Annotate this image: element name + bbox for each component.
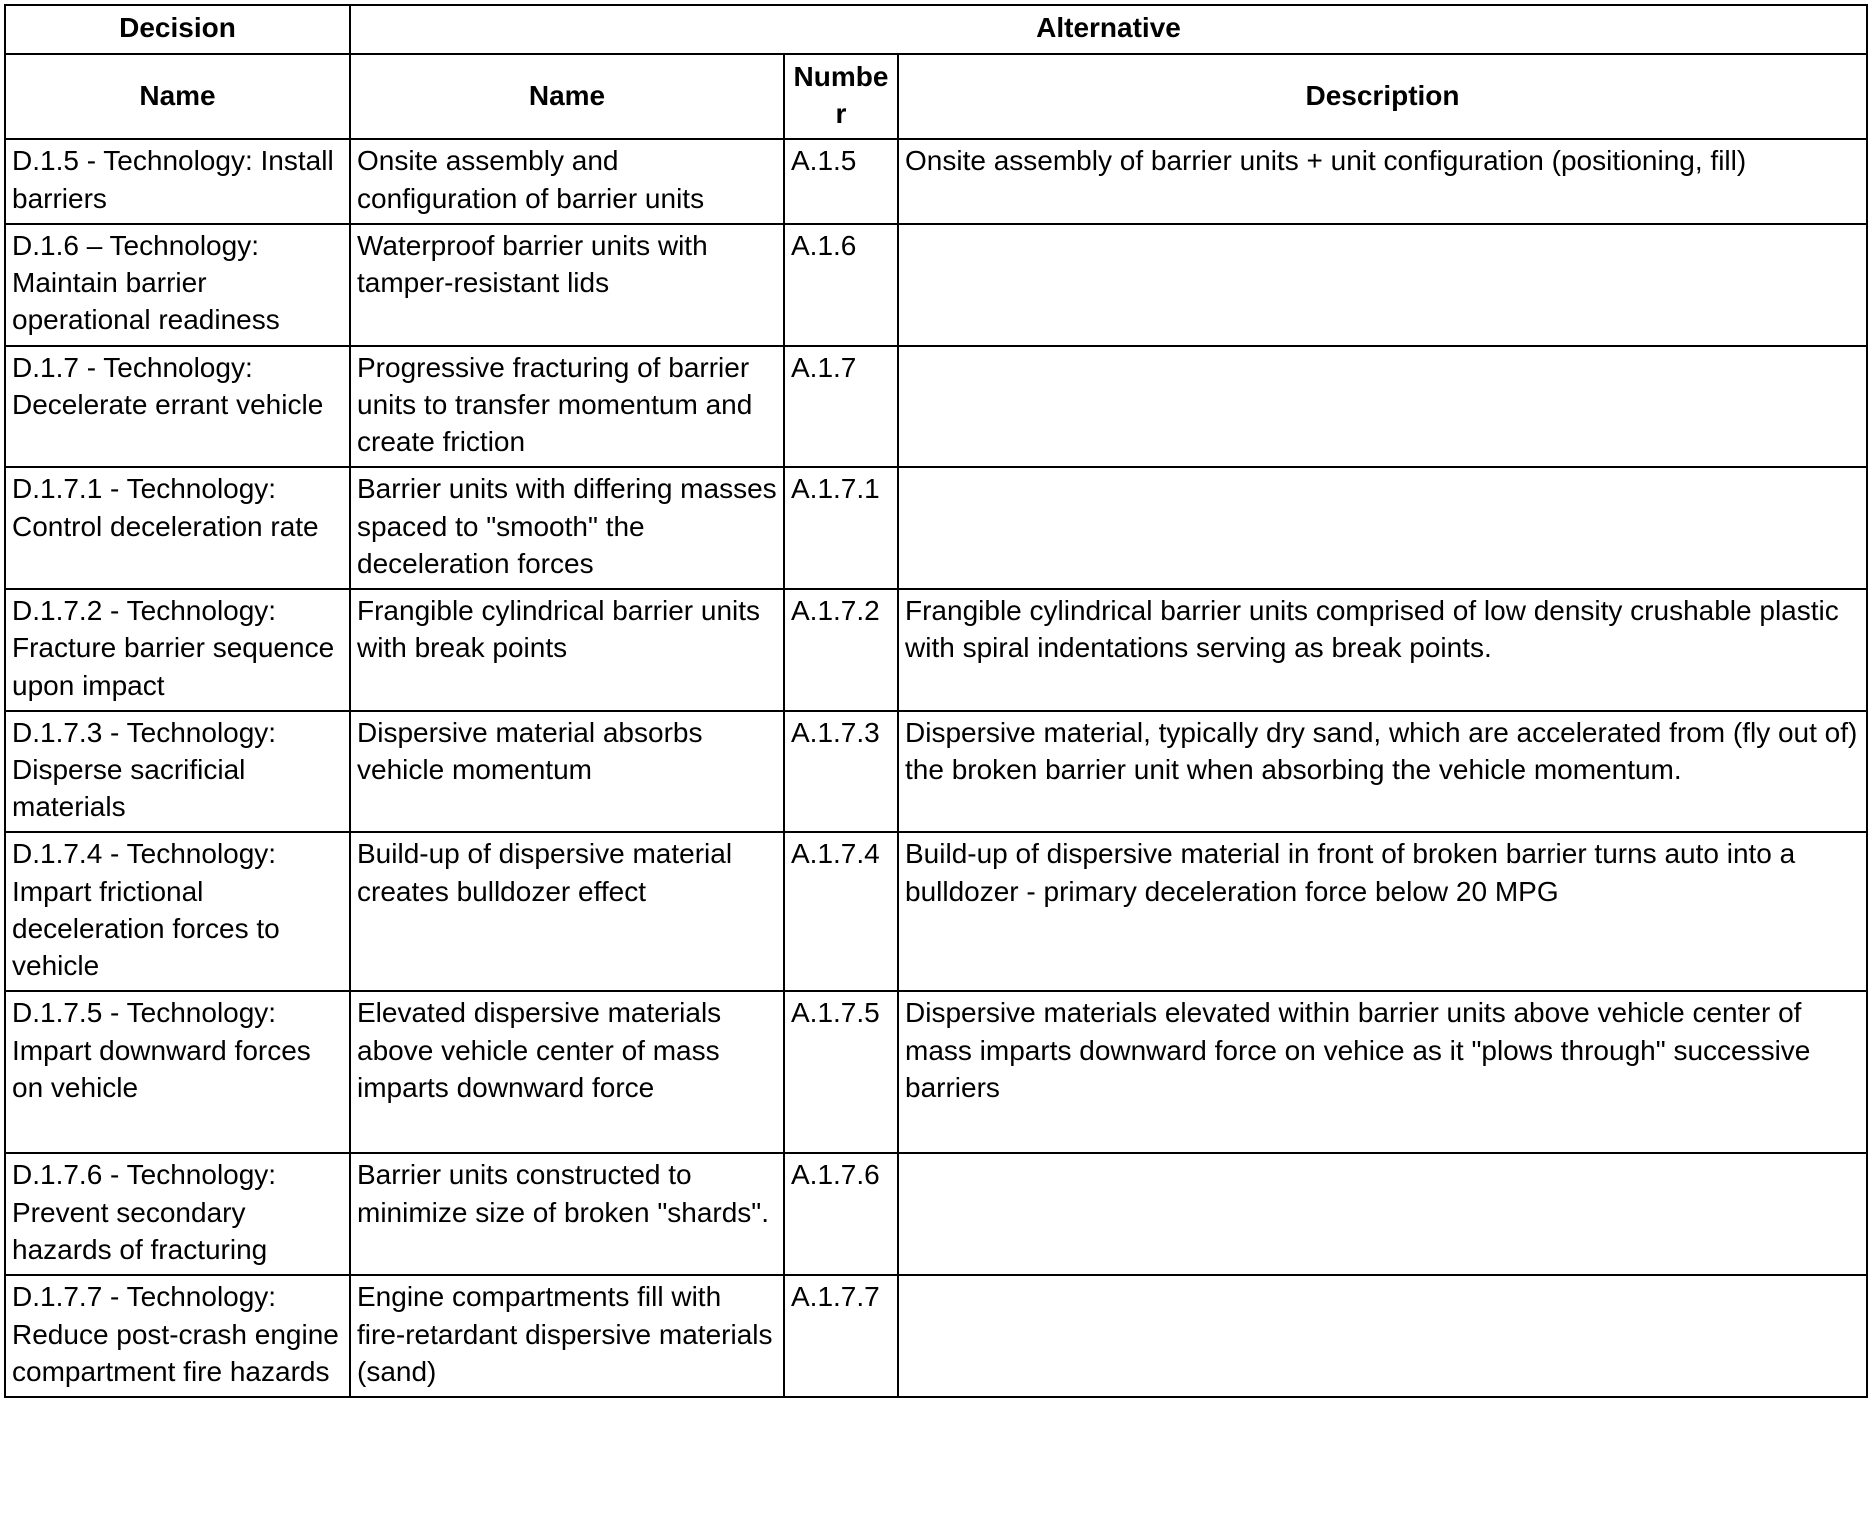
table-row <box>5 832 1867 991</box>
column-header-alternative-name: Name <box>350 54 784 139</box>
cell-alternative-number: A.1.7.2 <box>784 589 898 711</box>
table-row <box>5 1153 1867 1275</box>
table-row <box>5 467 1867 589</box>
cell-alternative-number: A.1.7.3 <box>784 711 898 833</box>
cell-alternative-name: Dispersive material absorbs vehicle momentum <box>350 711 784 833</box>
group-header-alternative: Alternative <box>350 5 1867 54</box>
table-body <box>5 139 1867 1397</box>
table-row <box>5 711 1867 833</box>
cell-decision-name: D.1.7.4 - Technology: Impart frictional deceleration forces to vehicle <box>5 832 350 991</box>
cell-decision-name: D.1.7.2 - Technology: Fracture barrier sequence upon impact <box>5 589 350 711</box>
table-row <box>5 224 1867 346</box>
cell-alternative-description <box>898 467 1867 589</box>
cell-alternative-description: Dispersive materials elevated within barrier units above vehicle center of mass imparts downward force on vehice as it "plows through" successive barriers <box>898 991 1867 1153</box>
table-row <box>5 589 1867 711</box>
cell-alternative-description: Frangible cylindrical barrier units comprised of low density crushable plastic with spiral indentations serving as break points. <box>898 589 1867 711</box>
cell-alternative-description <box>898 224 1867 346</box>
cell-alternative-description <box>898 1275 1867 1397</box>
cell-alternative-name: Build-up of dispersive material creates bulldozer effect <box>350 832 784 991</box>
cell-alternative-name: Waterproof barrier units with tamper-resistant lids <box>350 224 784 346</box>
group-header-row <box>5 5 1867 54</box>
group-header-decision: Decision <box>5 5 350 54</box>
column-header-alternative-description: Description <box>898 54 1867 139</box>
cell-alternative-number: A.1.7.5 <box>784 991 898 1153</box>
cell-alternative-name: Engine compartments fill with fire-retardant dispersive materials (sand) <box>350 1275 784 1397</box>
cell-decision-name: D.1.7 - Technology: Decelerate errant vehicle <box>5 346 350 468</box>
column-header-decision-name: Name <box>5 54 350 139</box>
cell-alternative-number: A.1.7.6 <box>784 1153 898 1275</box>
table-row <box>5 346 1867 468</box>
cell-alternative-name: Onsite assembly and configuration of barrier units <box>350 139 784 223</box>
cell-alternative-description <box>898 1153 1867 1275</box>
cell-alternative-name: Progressive fracturing of barrier units to transfer momentum and create friction <box>350 346 784 468</box>
cell-alternative-number: A.1.5 <box>784 139 898 223</box>
table-header <box>5 5 1867 139</box>
cell-decision-name: D.1.7.6 - Technology: Prevent secondary hazards of fracturing <box>5 1153 350 1275</box>
table-row <box>5 991 1867 1153</box>
cell-alternative-number: A.1.7.1 <box>784 467 898 589</box>
column-header-alternative-number: Number <box>784 54 898 139</box>
cell-decision-name: D.1.5 - Technology: Install barriers <box>5 139 350 223</box>
cell-alternative-number: A.1.6 <box>784 224 898 346</box>
cell-alternative-name: Barrier units with differing masses spaced to "smooth" the deceleration forces <box>350 467 784 589</box>
table-row <box>5 139 1867 223</box>
cell-decision-name: D.1.7.1 - Technology: Control deceleration rate <box>5 467 350 589</box>
cell-alternative-name: Barrier units constructed to minimize size of broken "shards". <box>350 1153 784 1275</box>
column-header-row <box>5 54 1867 139</box>
cell-alternative-number: A.1.7 <box>784 346 898 468</box>
cell-alternative-description: Build-up of dispersive material in front of broken barrier turns auto into a bulldozer - primary deceleration force below 20 MPG <box>898 832 1867 991</box>
cell-alternative-name: Elevated dispersive materials above vehicle center of mass imparts downward force <box>350 991 784 1153</box>
cell-alternative-description: Onsite assembly of barrier units + unit configuration (positioning, fill) <box>898 139 1867 223</box>
cell-alternative-description: Dispersive material, typically dry sand, which are accelerated from (fly out of) the broken barrier unit when absorbing the vehicle momentum. <box>898 711 1867 833</box>
decision-alternative-table <box>4 4 1868 1398</box>
table-row <box>5 1275 1867 1397</box>
cell-decision-name: D.1.7.3 - Technology: Disperse sacrificial materials <box>5 711 350 833</box>
cell-alternative-number: A.1.7.7 <box>784 1275 898 1397</box>
table-sheet <box>0 4 1874 1528</box>
cell-alternative-name: Frangible cylindrical barrier units with break points <box>350 589 784 711</box>
cell-decision-name: D.1.7.7 - Technology: Reduce post-crash engine compartment fire hazards <box>5 1275 350 1397</box>
cell-alternative-number: A.1.7.4 <box>784 832 898 991</box>
cell-decision-name: D.1.7.5 - Technology: Impart downward forces on vehicle <box>5 991 350 1153</box>
cell-decision-name: D.1.6 – Technology: Maintain barrier operational readiness <box>5 224 350 346</box>
cell-alternative-description <box>898 346 1867 468</box>
